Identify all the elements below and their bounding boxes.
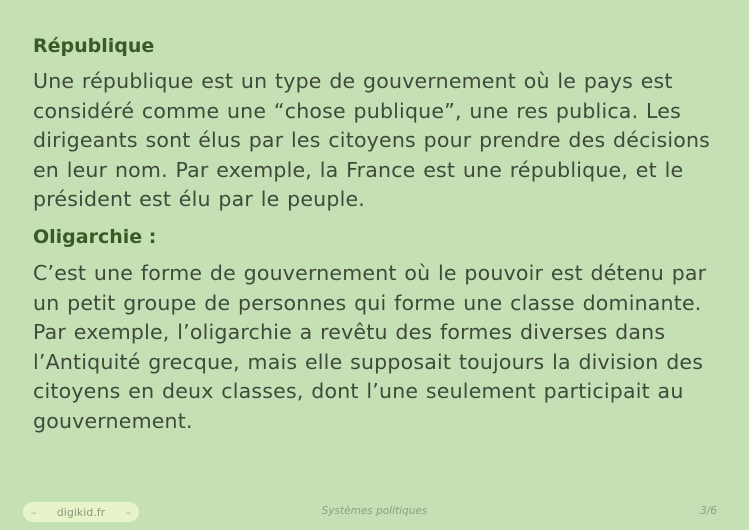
section-text-republique: Une république est un type de gouvernement où le pays est considéré comme une “chose publique”, une res publica. Les dirigeants sont élus par les citoyens pour prendre des décisions en leur nom. Par exemple, la France est une république, et le président est élu par le peuple. [33,69,711,212]
logo-dash-right: – [125,505,131,519]
section-title-republique: République [33,35,155,57]
section-title-oligarchie: Oligarchie : [33,225,157,248]
section-text-oligarchie: C’est une forme de gouvernement où le pouvoir est détenu par un petit groupe de personnes qui forme une classe dominante. Par exemple, l’oligarchie a revêtu des formes diverses dans l’Antiquité grecque, mais elle supposait toujours la division des citoyens en deux classes, dont l’une seulement participait au gouvernement. [33,260,707,433]
footer-document-title: Systèmes politiques [321,505,428,517]
footer-page-number: 3/6 [700,505,717,517]
logo-dash-left: – [31,505,37,519]
logo-text: digikid.fr [56,505,106,519]
document-body [33,32,733,437]
